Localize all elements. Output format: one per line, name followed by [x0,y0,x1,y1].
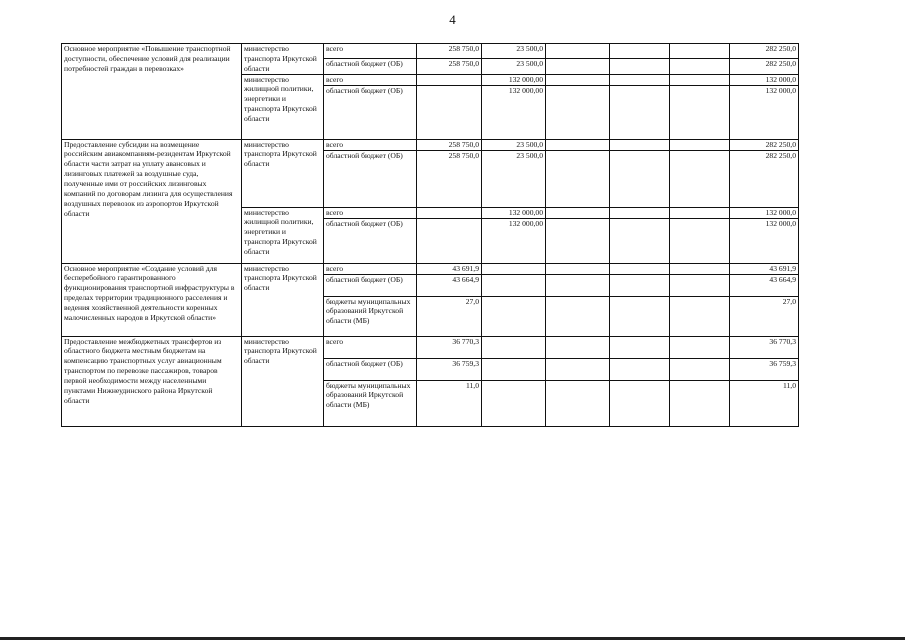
activity-name-cell: Основное мероприятие «Создание условий для бесперебойного гарантированного функционирования транспортной инфраструктуры в пределах территории традиционного расселения и ведения хозяйственной деятельности коренных малочисленных народов в Иркутской области» [62,263,242,336]
funding-source-cell: областной бюджет (ОБ) [324,274,417,296]
empty-cell [610,263,670,274]
table-row [62,44,799,59]
total-amount-cell: 282 250,0 [730,44,799,59]
total-amount-cell: 282 250,0 [730,139,799,150]
executor-cell: министерство транспорта Иркутской области [242,44,324,75]
empty-cell [546,74,610,85]
empty-cell [546,59,610,74]
empty-cell [670,44,730,59]
amount-cell: 132 000,00 [482,74,546,85]
empty-cell [670,380,730,426]
amount-cell: 23 500,0 [482,59,546,74]
empty-cell [610,85,670,139]
amount-cell: 27,0 [417,296,482,336]
empty-cell [670,139,730,150]
empty-cell [610,274,670,296]
empty-cell [546,274,610,296]
empty-cell [610,296,670,336]
amount-cell: 23 500,0 [482,44,546,59]
amount-cell [482,380,546,426]
total-amount-cell: 282 250,0 [730,150,799,207]
amount-cell [482,263,546,274]
empty-cell [670,274,730,296]
empty-cell [546,263,610,274]
empty-cell [670,336,730,358]
empty-cell [546,207,610,218]
executor-cell: министерство транспорта Иркутской области [242,139,324,207]
empty-cell [670,218,730,263]
amount-cell: 36 759,3 [417,358,482,380]
amount-cell: 258 750,0 [417,139,482,150]
amount-cell [482,274,546,296]
amount-cell: 23 500,0 [482,139,546,150]
budget-table [61,43,799,427]
empty-cell [610,139,670,150]
amount-cell: 258 750,0 [417,59,482,74]
funding-source-cell: всего [324,44,417,59]
executor-cell: министерство жилищной политики, энергетики и транспорта Иркутской области [242,207,324,263]
empty-cell [610,44,670,59]
empty-cell [546,85,610,139]
amount-cell: 43 691,9 [417,263,482,274]
empty-cell [610,59,670,74]
amount-cell [417,85,482,139]
total-amount-cell: 43 664,9 [730,274,799,296]
total-amount-cell: 132 000,0 [730,218,799,263]
amount-cell: 23 500,0 [482,150,546,207]
funding-source-cell: всего [324,207,417,218]
empty-cell [670,85,730,139]
amount-cell [417,207,482,218]
table-row [62,263,799,274]
empty-cell [670,263,730,274]
activity-name-cell: Предоставление межбюджетных трансфертов из областного бюджета местным бюджетам на компенсацию транспортных услуг авиационным транспортом по перевозке пассажиров, товаров первой необходимости между населенными пунктами Нижнеудинского района Иркутской области [62,336,242,426]
empty-cell [546,218,610,263]
empty-cell [610,218,670,263]
empty-cell [670,150,730,207]
empty-cell [670,296,730,336]
empty-cell [546,139,610,150]
total-amount-cell: 132 000,0 [730,85,799,139]
funding-source-cell: областной бюджет (ОБ) [324,85,417,139]
empty-cell [610,207,670,218]
activity-name-cell: Основное мероприятие «Повышение транспортной доступности, обеспечение условий для реализации потребностей граждан в перевозках» [62,44,242,140]
total-amount-cell: 27,0 [730,296,799,336]
empty-cell [670,358,730,380]
amount-cell: 132 000,00 [482,218,546,263]
empty-cell [546,358,610,380]
executor-cell: министерство жилищной политики, энергетики и транспорта Иркутской области [242,74,324,139]
empty-cell [546,44,610,59]
funding-source-cell: всего [324,74,417,85]
empty-cell [610,150,670,207]
amount-cell [417,74,482,85]
total-amount-cell: 43 691,9 [730,263,799,274]
empty-cell [670,207,730,218]
amount-cell: 258 750,0 [417,44,482,59]
total-amount-cell: 11,0 [730,380,799,426]
funding-source-cell: всего [324,139,417,150]
total-amount-cell: 36 759,3 [730,358,799,380]
funding-source-cell: областной бюджет (ОБ) [324,358,417,380]
amount-cell: 11,0 [417,380,482,426]
total-amount-cell: 36 770,3 [730,336,799,358]
executor-cell: министерство транспорта Иркутской области [242,336,324,426]
empty-cell [670,59,730,74]
page-number: 4 [449,12,456,27]
funding-source-cell: всего [324,263,417,274]
table-row [62,336,799,358]
empty-cell [610,380,670,426]
funding-source-cell: бюджеты муниципальных образований Иркутской области (МБ) [324,380,417,426]
empty-cell [610,358,670,380]
amount-cell [482,296,546,336]
amount-cell [482,358,546,380]
total-amount-cell: 282 250,0 [730,59,799,74]
funding-source-cell: всего [324,336,417,358]
table-row [62,139,799,150]
amount-cell: 258 750,0 [417,150,482,207]
budget-table-body [62,44,799,427]
empty-cell [610,336,670,358]
empty-cell [546,150,610,207]
funding-source-cell: областной бюджет (ОБ) [324,218,417,263]
total-amount-cell: 132 000,0 [730,207,799,218]
amount-cell: 132 000,00 [482,85,546,139]
amount-cell: 132 000,00 [482,207,546,218]
amount-cell [482,336,546,358]
funding-source-cell: областной бюджет (ОБ) [324,59,417,74]
funding-source-cell: областной бюджет (ОБ) [324,150,417,207]
amount-cell: 43 664,9 [417,274,482,296]
executor-cell: министерство транспорта Иркутской области [242,263,324,336]
amount-cell [417,218,482,263]
empty-cell [610,74,670,85]
empty-cell [670,74,730,85]
total-amount-cell: 132 000,0 [730,74,799,85]
amount-cell: 36 770,3 [417,336,482,358]
activity-name-cell: Предоставление субсидии на возмещение российским авиакомпаниям-резидентам Иркутской области части затрат на уплату авансовых и лизинговых платежей за воздушные суда, полученные ими от российских лизинговых компаний по договорам лизинга для осуществления воздушных перевозок из аэропортов Иркутской области [62,139,242,263]
empty-cell [546,296,610,336]
funding-source-cell: бюджеты муниципальных образований Иркутской области (МБ) [324,296,417,336]
empty-cell [546,336,610,358]
empty-cell [546,380,610,426]
